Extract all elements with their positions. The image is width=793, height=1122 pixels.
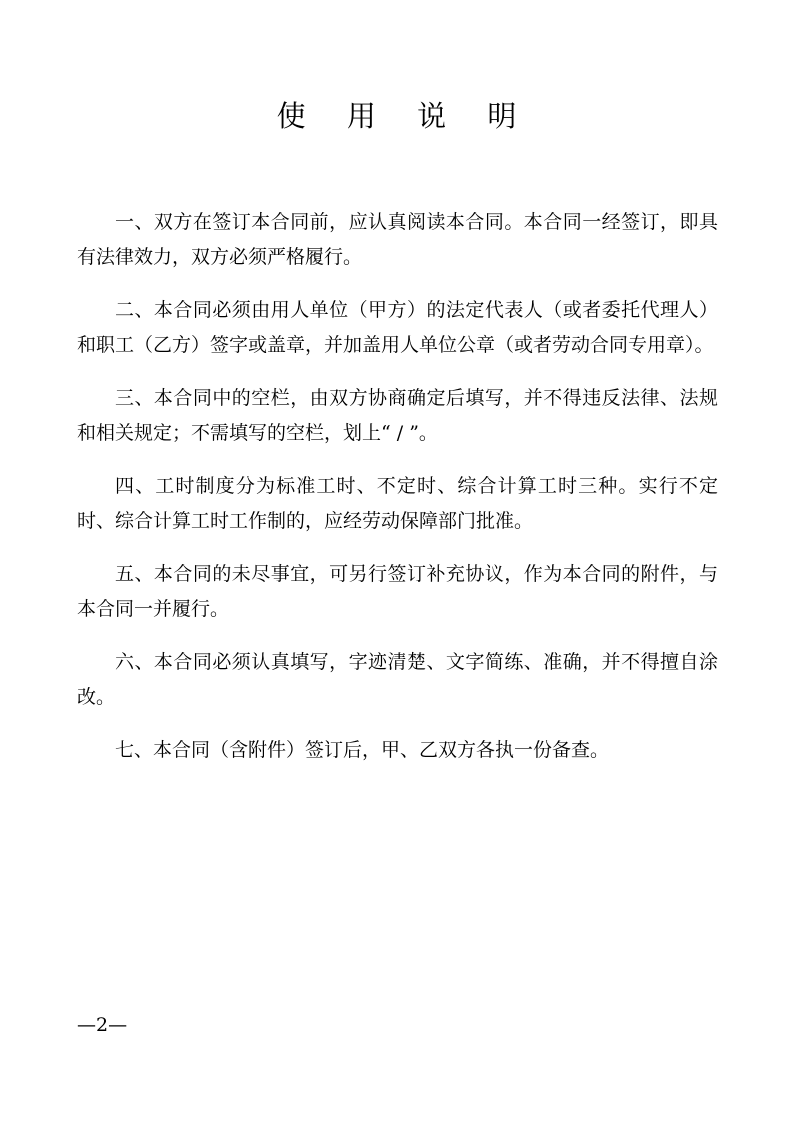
instructions-body	[77, 205, 718, 786]
paragraph-6: 六、本合同必须认真填写，字迹清楚、文字简练、准确，并不得擅自涂改。	[77, 651, 718, 708]
paragraph-5: 五、本合同的未尽事宜，可另行签订补充协议，作为本合同的附件，与本合同一并履行。	[77, 563, 718, 620]
page-number: —2—	[77, 1014, 128, 1036]
paragraph-3: 三、本合同中的空栏，由双方协商确定后填写，并不得违反法律、法规和相关规定；不需填写的空栏，划上“ / ”。	[77, 387, 718, 444]
paragraph-7: 七、本合同（含附件）签订后，甲、乙双方各执一份备查。	[115, 739, 610, 761]
paragraph-1: 一、双方在签订本合同前，应认真阅读本合同。本合同一经签订，即具有法律效力，双方必须严格履行。	[77, 211, 718, 268]
page-title: 使 用 说 明	[276, 99, 533, 133]
paragraph-4: 四、工时制度分为标准工时、不定时、综合计算工时三种。实行不定时、综合计算工时工作制的，应经劳动保障部门批准。	[77, 475, 718, 532]
paragraph-2: 二、本合同必须由用人单位（甲方）的法定代表人（或者委托代理人）和职工（乙方）签字或盖章，并加盖用人单位公章（或者劳动合同专用章）。	[77, 299, 718, 356]
